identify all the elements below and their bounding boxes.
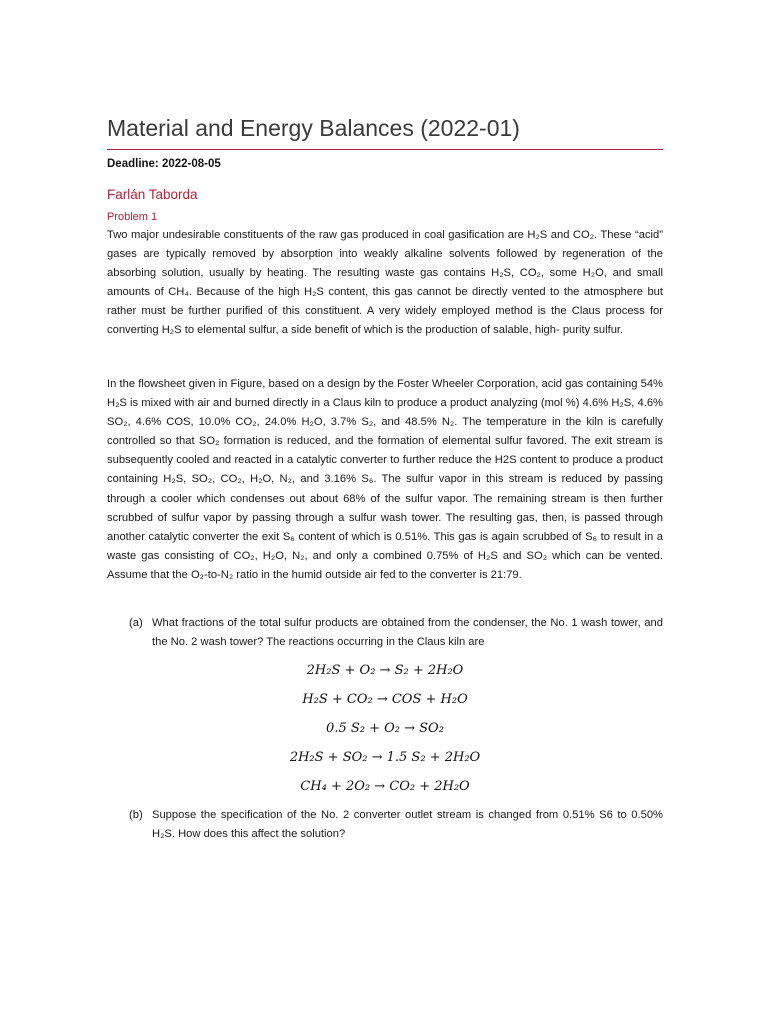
author-name: Farlán Taborda — [107, 187, 198, 202]
paragraph-flowsheet: In the flowsheet given in Figure, based on a design by the Foster Wheeler Corporation, acid gas containing 54% H₂S is mixed with air and burned directly in a Claus kiln to produce a product analyzing (mol %) 4.6% H₂S, 4.6% SO₂, 4.6% COS, 10.0% CO₂, 24.0% H₂O, 3.7% S₂, and 48.5% N₂. The temperature in the kiln is carefully controlled so that SO₂ formation is reduced, and the formation of elemental sulfur favored. The exit stream is subsequently cooled and reacted in a catalytic converter to further reduce the H2S content to produce a product containing H₂S, SO₂, CO₂, H₂O, N₂, and 3.16% S₆. The sulfur vapor in this stream is reduced by passing through a cooler which condenses out about 68% of the sulfur vapor. The remaining stream is then further scrubbed of sulfur vapor by passing through a sulfur wash tower. The resulting gas, then, is passed through another catalytic converter the exit S₆ content of which is 0.51%. This gas is again scrubbed of S₆ to result in a waste gas consisting of CO₂, H₂O, N₂, and only a combined 0.75% of H₂S and SO₂ which can be vented. Assume that the O₂-to-N₂ ratio in the humid outside air fed to the converter is 21:79. — [107, 378, 663, 581]
question-a-text: What fractions of the total sulfur products are obtained from the condenser, the No. 1 wash tower, and the No. 2 wash tower? The reactions occurring in the Claus kiln are — [152, 617, 663, 649]
equation: H₂S + CO₂ → COS + H₂O — [302, 692, 468, 707]
equation: 2H₂S + O₂ → S₂ + 2H₂O — [306, 663, 464, 678]
reaction-equations — [107, 660, 663, 805]
paragraph-intro: Two major undesirable constituents of the raw gas produced in coal gasification are H₂S and CO₂. These “acid” gases are typically removed by absorption into weakly alkaline solvents followed by regeneration of the absorbing solution, usually by heating. The resulting waste gas contains H₂S, CO₂, some H₂O, and small amounts of CH₄. Because of the high H₂S content, this gas cannot be directly vented to the atmosphere but rather must be further purified of this constituent. A very widely employed method is the Claus process for converting H₂S to elemental sulfur, a side benefit of which is the production of salable, high- purity sulfur. — [107, 229, 663, 337]
deadline — [107, 158, 221, 170]
question-b-text: Suppose the specification of the No. 2 converter outlet stream is changed from 0.51% S6 to 0.50% H₂S. How does this affect the solution? — [152, 809, 663, 841]
deadline-value: 2022-08-05 — [161, 158, 221, 170]
deadline-label: Deadline: — [107, 158, 159, 170]
equation: 0.5 S₂ + O₂ → SO₂ — [326, 721, 444, 736]
page-title: Material and Energy Balances (2022-01) — [107, 113, 663, 150]
question-a — [129, 614, 663, 652]
equation: 2H₂S + SO₂ → 1.5 S₂ + 2H₂O — [289, 750, 481, 765]
problem-heading: Problem 1 — [107, 211, 158, 223]
question-a-label: (a) — [129, 617, 143, 629]
equation: CH₄ + 2O₂ → CO₂ + 2H₂O — [300, 779, 470, 794]
question-b — [129, 806, 663, 844]
question-b-label: (b) — [129, 809, 143, 821]
